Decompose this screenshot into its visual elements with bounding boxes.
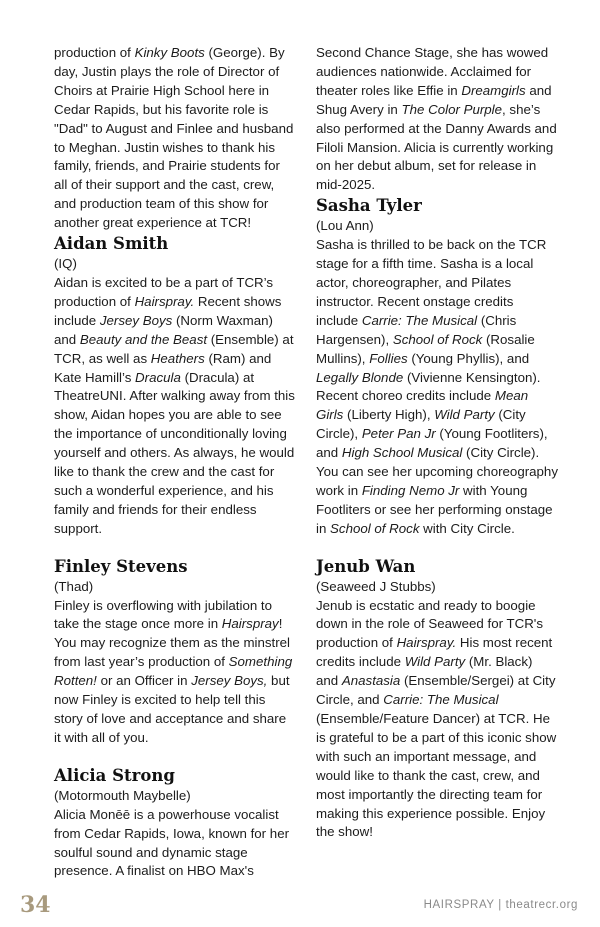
text-run: (Ensemble) at TCR, as well as [54, 331, 294, 366]
italic-title: Hairspray. [396, 635, 457, 651]
italic-title: Dracula [135, 369, 181, 385]
bio-text [54, 597, 296, 748]
italic-title: Follies [369, 350, 408, 366]
text-run: Jenub is ecstatic and ready to boogie down in the role of Seaweed for TCR's production of [316, 597, 543, 651]
continued-bio-text [316, 44, 558, 195]
right-column [316, 44, 558, 859]
text-run: or an Officer in [96, 673, 192, 689]
text-run: (Rosalie Mullins), [316, 331, 535, 366]
cast-member-name: Sasha Tyler [316, 196, 422, 216]
text-run: (Ensemble/Sergei) at City Circle, and [316, 673, 556, 708]
italic-title: Dreamgirls [461, 82, 526, 98]
character-role: (Thad) [54, 578, 94, 594]
bio-text [54, 274, 296, 539]
text-run: (Ram) and Kate Hamill’s [54, 350, 272, 385]
footer-separator: | [498, 899, 502, 911]
text-run: with Young Footliters or see her performing onstage in [316, 482, 553, 536]
text-run: Sasha is thrilled to be back on the TCR stage for a fifth time. Sasha is a local actor, choreographer, and Pilates instructor. Recent onstage credits include [316, 237, 547, 328]
character-role: (IQ) [54, 256, 77, 272]
text-run: (Vivienne Kensington). Recent choreo credits include [316, 369, 541, 404]
italic-title: Wild Party [434, 407, 495, 423]
text-run: (Liberty High), [343, 407, 435, 423]
cast-bio [316, 556, 558, 843]
footer-website: theatrecr.org [505, 899, 578, 911]
italic-title: Hairspray. [134, 293, 195, 309]
italic-title: School of Rock [330, 520, 420, 536]
text-run: (George). By day, Justin plays the role of Director of Choirs at Prairie High School here in Cedar Rapids, but his favorite role is "Dad" to August and Finlee and husband to Meghan. Justin wishes to thank his family, friends, and Prairie students for all of their support and the cast, crew, and production team of this show for another great experience at TCR! [54, 45, 294, 231]
continued-bio-text [54, 44, 296, 233]
text-run: (City Circle), [316, 407, 526, 442]
text-run: (Norm Waxman) and [54, 312, 273, 347]
text-run: Recent shows include [54, 293, 282, 328]
text-run: production of [54, 45, 135, 60]
italic-title: Mean Girls [316, 388, 529, 423]
italic-title: The Color Purple [401, 101, 503, 117]
text-run: His most recent credits include [316, 635, 553, 670]
italic-title: Finding Nemo Jr [361, 482, 460, 498]
text-run: but now Finley is excited to help tell this story of love and acceptance and share it with all of you. [54, 673, 290, 745]
character-role: (Lou Ann) [316, 218, 374, 234]
text-run: (Dracula) at TheatreUNI. After walking away from this show, Aidan hopes you are able to see the importance of unconditionally loving yourself and others. As always, he would like to thank the crew and the cast for such a wonderful experience, and his family and friends for their endless support. [54, 369, 295, 536]
italic-title: Jersey Boys, [191, 673, 268, 689]
text-run: ! You may recognize them as the minstrel from last year’s production of [54, 616, 291, 670]
cast-bio [54, 556, 296, 748]
italic-title: Anastasia [341, 673, 401, 689]
text-run: , she’s also performed at the Danny Awards and Filoli Mansion. Alicia is currently working on her debut album, set for release in mid-2025. [316, 101, 557, 193]
italic-title: Kinky Boots [134, 45, 205, 60]
text-run: (Mr. Black) and [316, 654, 533, 689]
italic-title: Heathers [150, 350, 205, 366]
text-run: Finley is overflowing with jubilation to take the stage once more in [54, 597, 273, 632]
text-run: (Young Footliters), and [316, 426, 548, 461]
cast-bio [316, 195, 558, 538]
page-number: 34 [20, 892, 51, 918]
text-run: Second Chance Stage, she has wowed audiences nationwide. Acclaimed for theater roles like Effie in [316, 45, 549, 98]
bio-text [316, 597, 558, 843]
text-run: (Ensemble/Feature Dancer) at TCR. He is grateful to be a part of this iconic show with such an important message, and would like to thank the cast, crew, and most importantly the directing team for making this experience possible. Enjoy the show! [316, 711, 557, 840]
italic-title: High School Musical [341, 445, 463, 461]
cast-member-name: Jenub Wan [316, 556, 416, 576]
text-run: with City Circle. [419, 520, 515, 536]
text-run: (City Circle). You can see her upcoming choreography work in [316, 445, 558, 498]
text-run: Alicia Monēē is a powerhouse vocalist from Cedar Rapids, Iowa, known for her soulful sound and dynamic stage presence. A finalist on HBO Max's [54, 806, 290, 879]
left-column [54, 44, 296, 898]
text-run: Aidan is excited to be a part of TCR’s production of [54, 274, 274, 309]
italic-title: Legally Blonde [316, 369, 404, 385]
italic-title: Beauty and the Beast [79, 331, 208, 347]
cast-member-name: Alicia Strong [54, 765, 175, 785]
cast-member-name: Finley Stevens [54, 556, 188, 576]
italic-title: Peter Pan Jr [361, 426, 436, 442]
italic-title: Carrie: The Musical [361, 312, 478, 328]
italic-title: Carrie: The Musical [383, 692, 499, 708]
italic-title: School of Rock [392, 331, 483, 347]
italic-title: Jersey Boys [99, 312, 173, 328]
bio-text [316, 236, 558, 539]
text-run: and Shug Avery in [316, 82, 552, 117]
italic-title: Something Rotten! [54, 654, 293, 689]
cast-bio [54, 233, 296, 539]
text-run: (Chris Hargensen), [316, 312, 517, 347]
italic-title: Wild Party [404, 654, 466, 670]
footer-show-title: HAIRSPRAY [423, 899, 495, 911]
cast-member-name: Aidan Smith [54, 234, 169, 254]
character-role: (Seaweed J Stubbs) [316, 578, 436, 594]
character-role: (Motormouth Maybelle) [54, 787, 191, 803]
cast-bio [54, 765, 296, 882]
text-run: (Young Phyllis), and [407, 350, 530, 366]
footer-credit [424, 899, 578, 911]
bio-text [54, 806, 296, 882]
italic-title: Hairspray [221, 616, 279, 632]
